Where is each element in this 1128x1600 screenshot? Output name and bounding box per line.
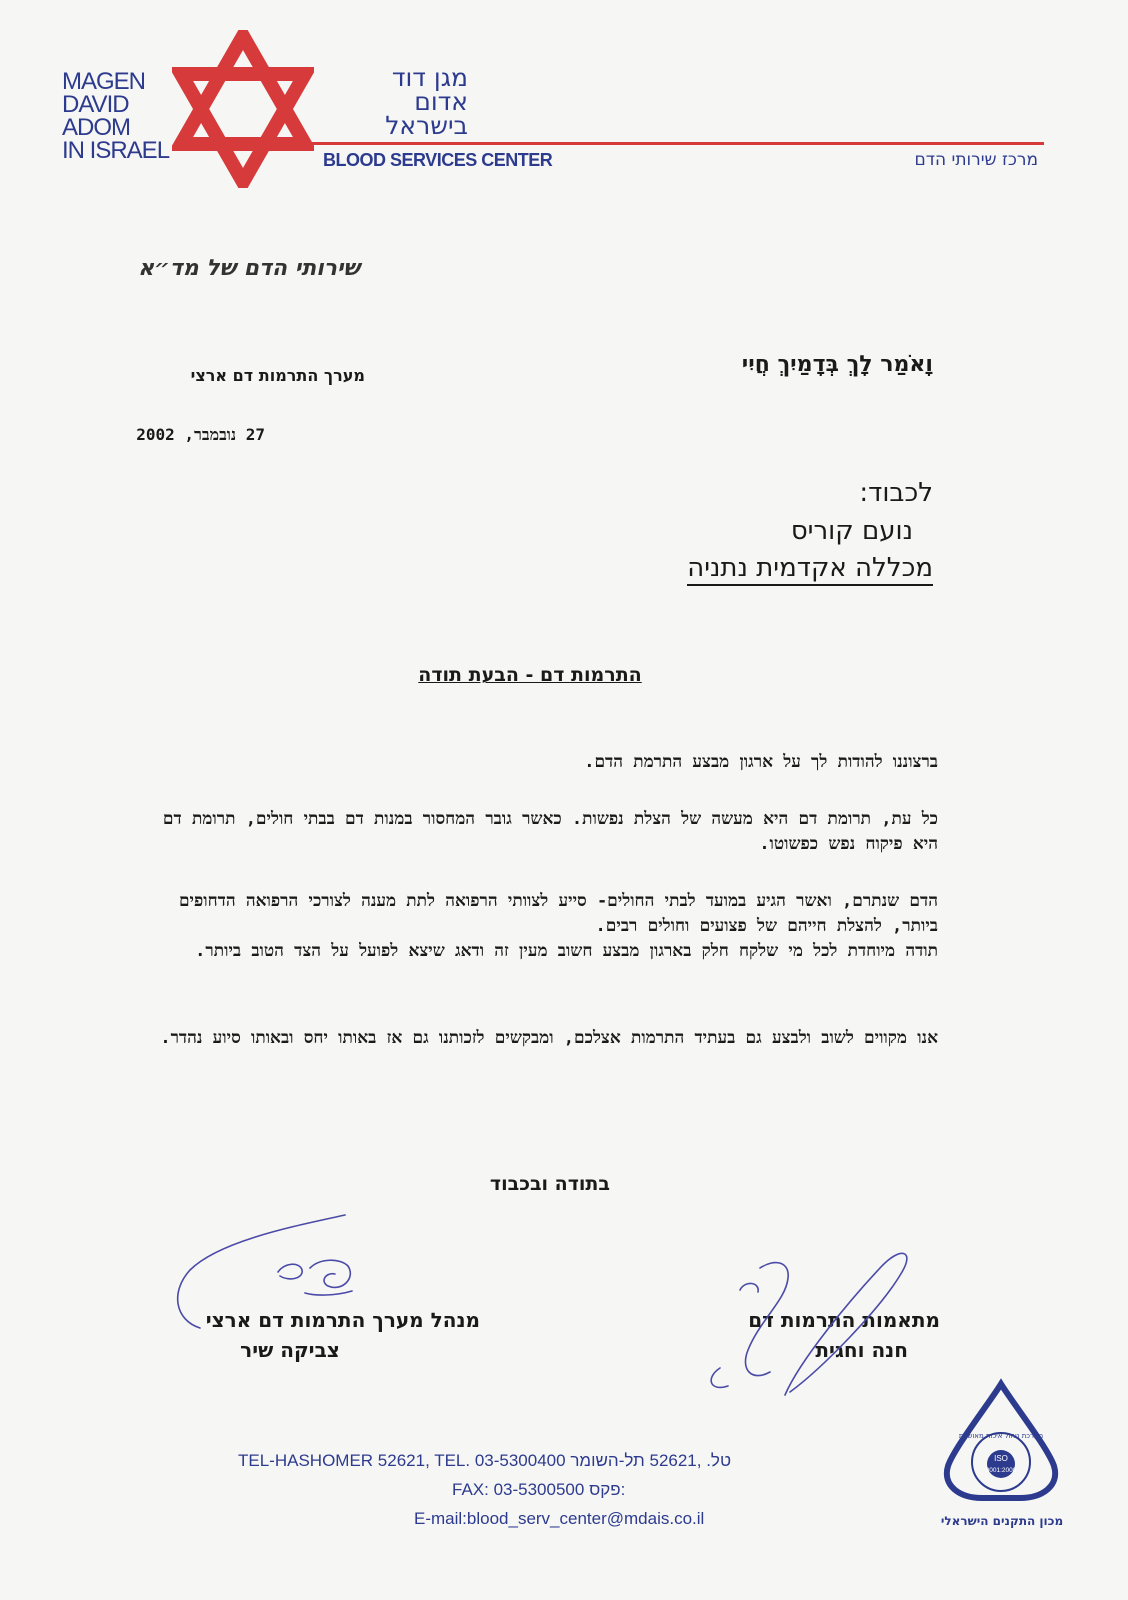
footer-fax [452,1480,625,1500]
footer-address-en: TEL-HASHOMER 52621, TEL. 03-5300400 [238,1451,566,1470]
iso-standard: 9001:2000 [985,1467,1017,1474]
letter-subject: התרמות דם - הבעת תודה [418,664,642,686]
logo-he-line-3: בישראל [385,111,468,140]
footer-address-he: טל. ,52621 תל-השומר [570,1451,732,1470]
blood-services-center-he: מרכז שירותי הדם [914,150,1038,170]
letterhead-rule [300,142,1044,145]
right-signatory-title: מתאמות התרמות דם [748,1308,940,1332]
iso-mark: ISO [994,1454,1008,1463]
biblical-quote: וָאֹמַר לָךְ בְּדָמַיִךְ חֲיִי [741,352,933,377]
logo-line-2: DAVID [62,91,129,118]
logo-he-line-2: אדום [414,87,468,116]
footer-fax-he: :פקס [589,1480,626,1499]
letter-date: 27 נובמבר, 2002 [136,425,265,444]
service-title: שירותי הדם של מד״א [138,256,360,281]
paragraph-3 [128,889,938,964]
footer-address [238,1451,731,1471]
paragraph-1: ברצוננו להודות לך על ארגון מבצע התרמת הדם. [584,752,938,772]
mda-logo-hebrew [318,63,468,140]
left-signatory-title: מנהל מערך התרמות דם ארצי [205,1308,480,1332]
mda-logo-english [62,70,169,162]
paragraph-3-part-b: תודה מיוחדת לכל מי שלקח חלק בארגון מבצע חשוב מעין זה ודאג שיצא לפועל על הצד הטוב ביותר. [195,941,938,961]
logo-he-line-1: מגן דוד [391,63,468,92]
department-name: מערך התרמות דם ארצי [190,366,365,385]
paragraph-2: כל עת, תרומת דם היא מעשה של הצלת נפשות. כאשר גובר המחסור במנות דם בבתי חולים, תרומת דם היא פיקוח נפש כפשוטו. [162,809,938,854]
paragraph-3-part-a: הדם שנתרם, ואשר הגיע במועד לבתי החולים- סייע לצוותי הרפואה לתת מענה לצורכי הרפואה הדחופים ביותר, להצלת חייהם של פצועים וחולים רבים. [178,891,938,936]
recipient-name: נועם קוריס [790,516,913,546]
paragraph-4: אנו מקווים לשוב ולבצע גם בעתיד התרמות אצלכם, ומבקשים לזכותנו גם אז באותו יחס ובאותו סיוע נהדר. [160,1028,938,1048]
logo-line-3: ADOM [62,114,130,141]
logo-line-4: IN ISRAEL [62,137,170,164]
iso-certification-badge-icon [930,1378,1072,1504]
recipient-institution: מכללה אקדמית נתניה [687,553,933,586]
star-of-david-icon [172,30,314,188]
left-signatory-name: צביקה שיר [240,1338,340,1362]
blood-services-center-en: BLOOD SERVICES CENTER [323,150,553,170]
iso-caption: מכון התקנים הישראלי [940,1514,1064,1528]
recipient-label: לכבוד: [859,478,933,508]
logo-line-1: MAGEN [62,68,146,95]
closing-phrase: בתודה ובכבוד [489,1173,610,1195]
footer-email: E-mail:blood_serv_center@mdais.co.il [414,1509,705,1528]
right-signatory-name: חנה וחגית [815,1338,908,1362]
iso-ring-text: מערכת ניהול איכות מאושרת [958,1432,1044,1440]
footer-fax-en: FAX: 03-5300500 [452,1480,585,1499]
